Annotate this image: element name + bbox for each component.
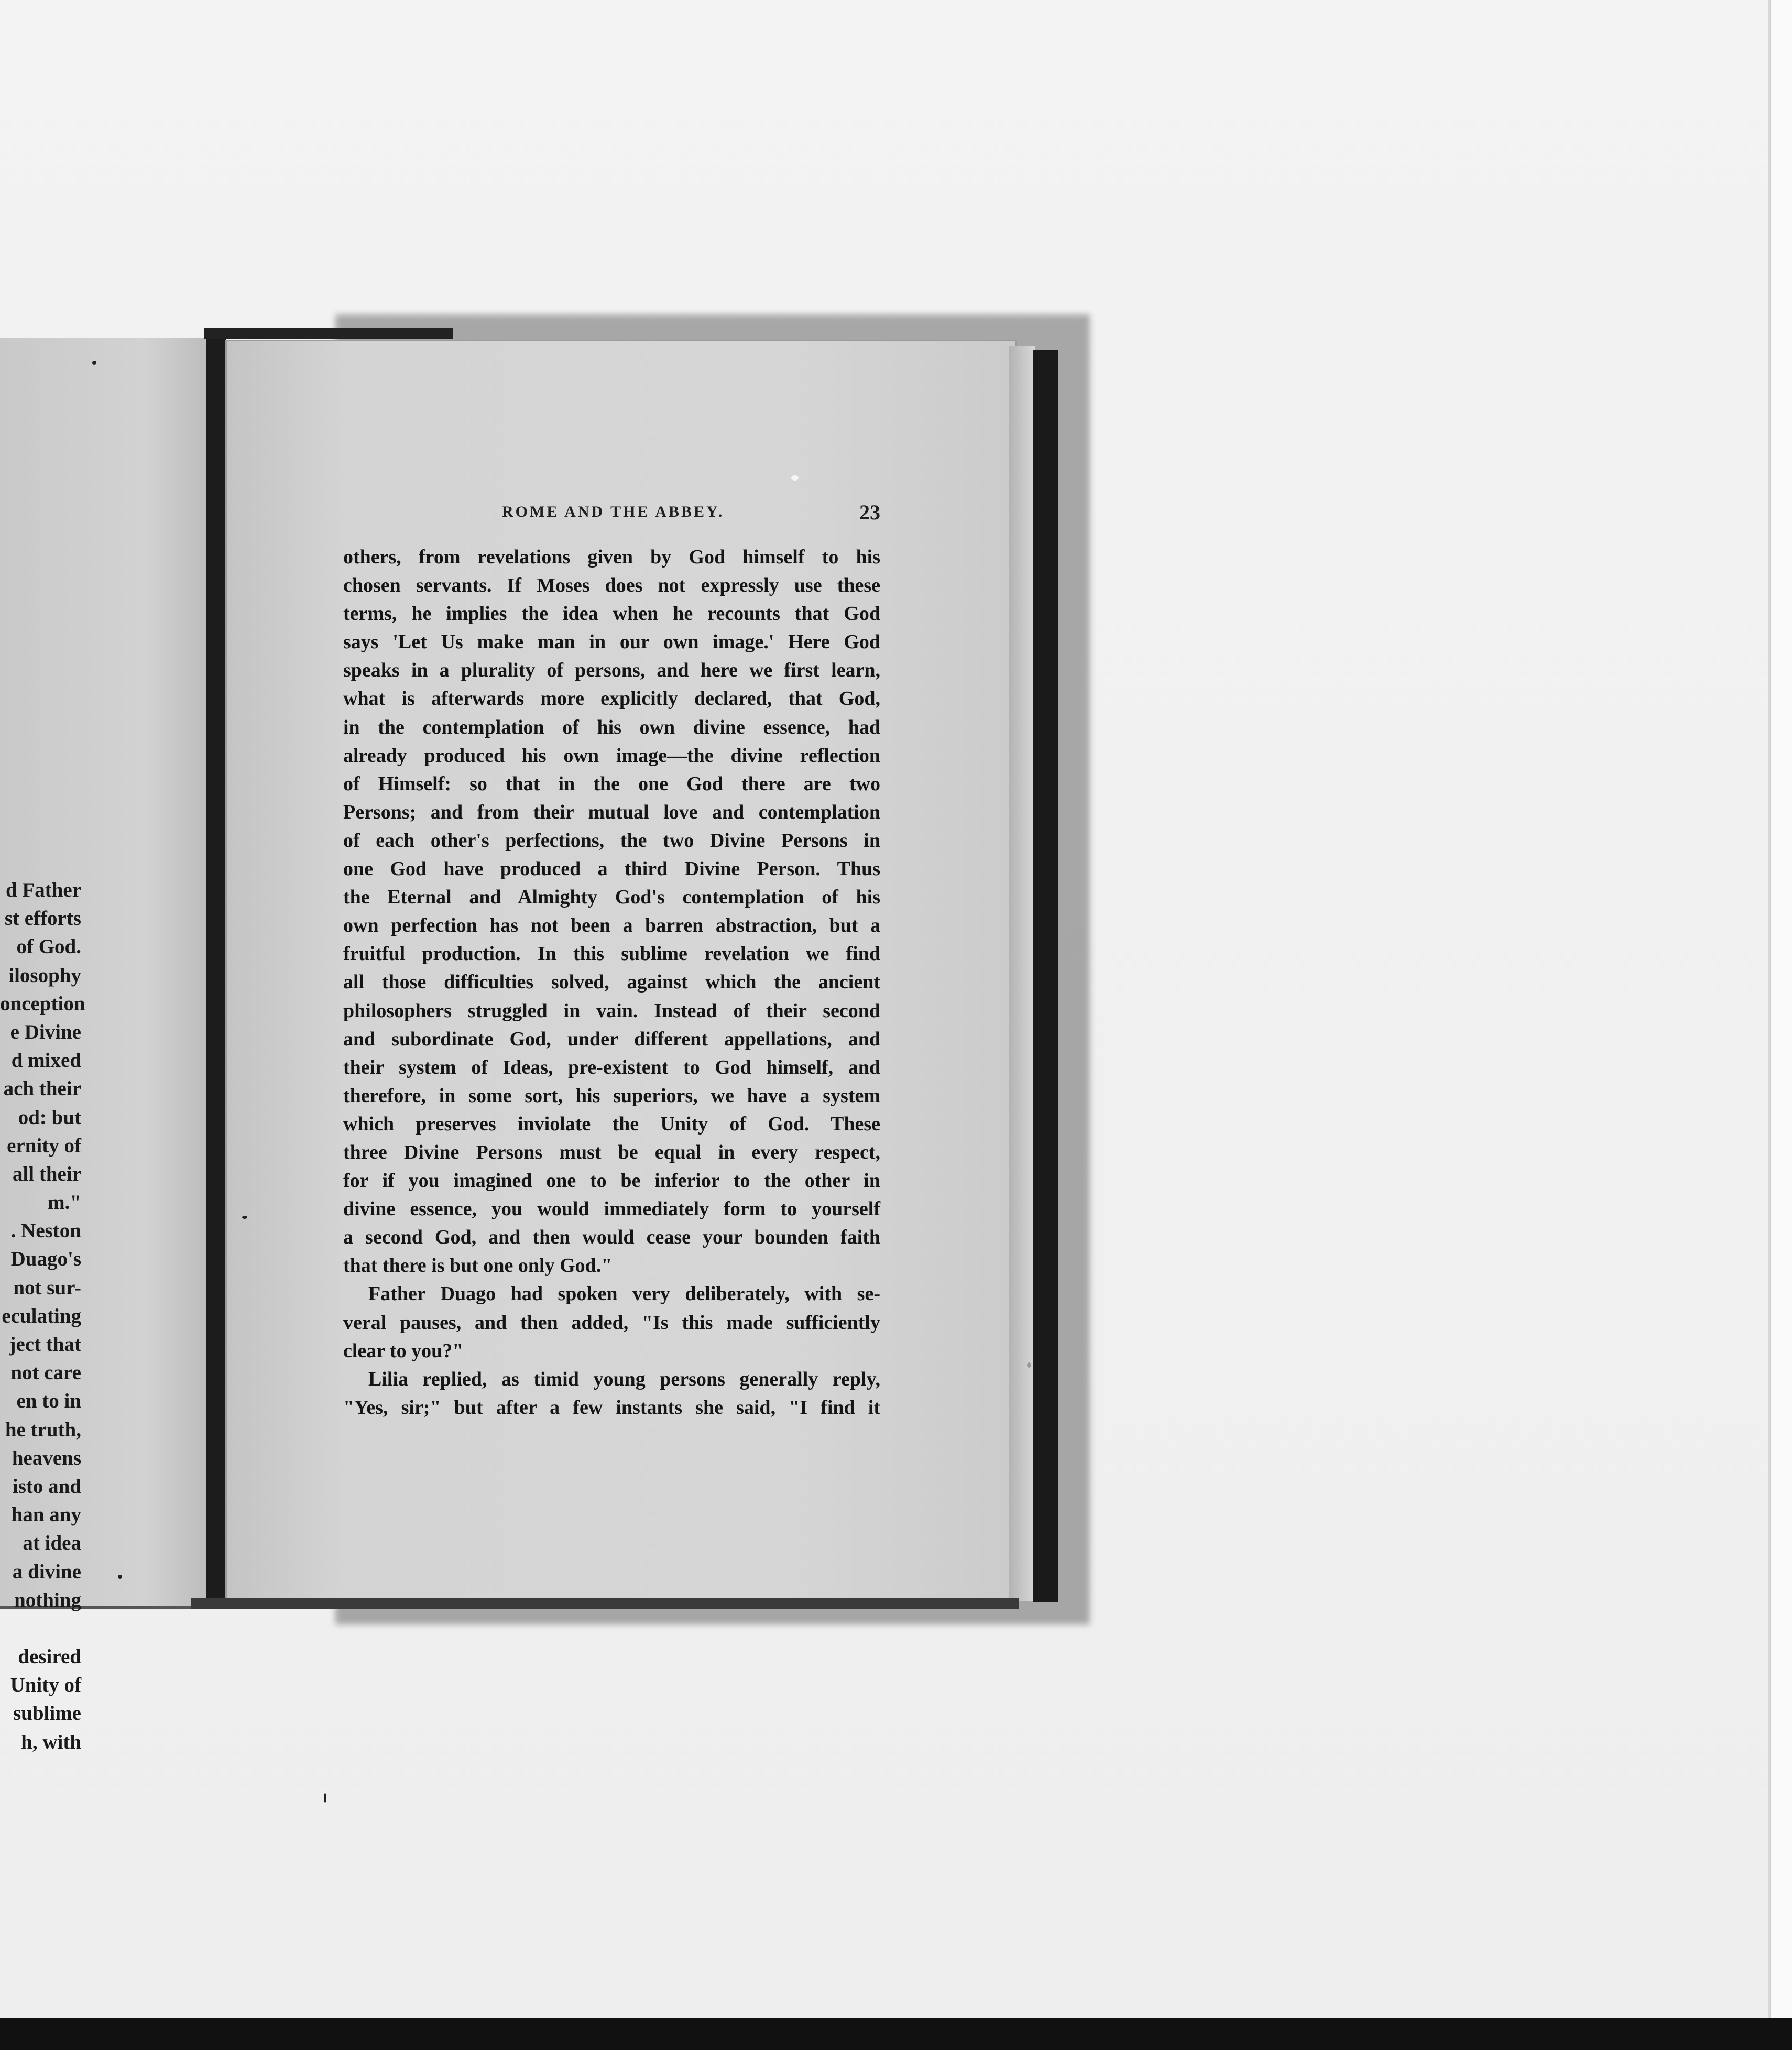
body-line: what is afterwards more explicitly declared, that God,: [343, 688, 880, 710]
left-page-line: h, with: [21, 1730, 81, 1753]
body-line: Father Duago had spoken very deliberately, with se-: [368, 1283, 880, 1305]
running-head-title: ROME AND THE ABBEY.: [502, 503, 725, 520]
body-text: [343, 543, 880, 1422]
body-line: divine essence, you would immediately form to yourself: [343, 1198, 880, 1220]
left-page-line: Unity of: [10, 1674, 81, 1697]
left-page-line: he truth,: [5, 1418, 81, 1441]
body-line: all those difficulties solved, against which the ancient: [343, 971, 880, 994]
body-line: others, from revelations given by God himself to his: [343, 546, 880, 568]
body-line: for if you imagined one to be inferior to the other in: [343, 1170, 880, 1192]
left-page-line: sublime: [13, 1702, 81, 1725]
left-page-line: of God.: [16, 935, 81, 958]
body-line: one God have produced a third Divine Person. Thus: [343, 858, 880, 880]
body-line: fruitful production. In this sublime revelation we find: [343, 943, 880, 965]
left-page-line: isto and: [12, 1475, 81, 1498]
body-line: in the contemplation of his own divine essence, had: [343, 716, 880, 738]
left-page-line: ject that: [9, 1333, 81, 1356]
body-line: "Yes, sir;" but after a few instants she said, "I find it: [343, 1396, 880, 1419]
body-line: of each other's perfections, the two Divine Persons in: [343, 829, 880, 852]
body-line: chosen servants. If Moses does not expressly use these: [343, 574, 880, 597]
left-page-line: not care: [10, 1361, 81, 1384]
left-page-line: st efforts: [4, 907, 81, 930]
body-line: own perfection has not been a barren abstraction, but a: [343, 914, 880, 937]
left-page-line: ach their: [3, 1077, 81, 1100]
left-page-line: ernity of: [7, 1134, 81, 1157]
body-line: veral pauses, and then added, "Is this made sufficiently: [343, 1311, 880, 1334]
body-line: philosophers struggled in vain. Instead of their second: [343, 999, 880, 1022]
left-page-line: e Divine: [10, 1020, 81, 1043]
left-page-text-column: [0, 876, 85, 1757]
left-page-line: nothing: [14, 1588, 81, 1611]
scan-speck: [92, 361, 96, 365]
scan-speck: [324, 1793, 326, 1803]
scan-bottom-border: [0, 2018, 1792, 2050]
body-line: terms, he implies the idea when he recounts that God: [343, 603, 880, 625]
left-page: [0, 338, 207, 1753]
left-page-line: d mixed: [11, 1049, 81, 1072]
left-page-line: Duago's: [10, 1248, 81, 1271]
left-page-line: m.": [48, 1191, 81, 1214]
left-page-line: a divine: [12, 1560, 81, 1583]
body-line: their system of Ideas, pre-existent to God himself, and: [343, 1056, 880, 1078]
book-cover-right-edge: [1033, 350, 1058, 1602]
body-line: three Divine Persons must be equal in every respect,: [343, 1141, 880, 1163]
body-line: Lilia replied, as timid young persons generally reply,: [368, 1368, 880, 1390]
body-line: speaks in a plurality of persons, and here we first learn,: [343, 659, 880, 682]
body-line: already produced his own image—the divine reflection: [343, 744, 880, 767]
left-page-line: d Father: [5, 879, 81, 901]
left-page-line: all their: [12, 1162, 81, 1185]
body-line: which preserves inviolate the Unity of God. These: [343, 1113, 880, 1135]
scan-speck: [1027, 1362, 1031, 1368]
left-page-line: at idea: [23, 1532, 81, 1555]
left-page-line: han any: [11, 1503, 81, 1526]
left-page-line: en to in: [16, 1390, 81, 1413]
book-cover-bottom-edge: [191, 1598, 1019, 1609]
left-page-line: not sur-: [13, 1276, 81, 1299]
body-line: of Himself: so that in the one God there are two: [343, 772, 880, 795]
body-line: says 'Let Us make man in our own image.' Here God: [343, 631, 880, 653]
body-line: Persons; and from their mutual love and contemplation: [343, 801, 880, 823]
left-page-line: desired: [18, 1645, 81, 1669]
body-line: clear to you?": [343, 1339, 464, 1362]
left-page-line: ilosophy: [8, 964, 81, 987]
running-head: [343, 500, 880, 524]
body-line: and subordinate God, under different appellations, and: [343, 1028, 880, 1050]
page-block-edge: [1009, 346, 1035, 1601]
body-line: a second God, and then would cease your bounden faith: [343, 1226, 880, 1249]
left-page-line: od: but: [18, 1106, 81, 1129]
scan-speck: [791, 475, 799, 481]
left-page-line: [0, 1615, 81, 1643]
scan-right-margin: [1770, 0, 1792, 2018]
left-page-line: eculating: [2, 1304, 81, 1327]
book-spine-edge: [206, 329, 226, 1608]
left-page-line: onception: [0, 992, 85, 1015]
body-line: that there is but one only God.": [343, 1255, 613, 1277]
book-cover-top-edge: [204, 328, 453, 339]
left-page-line: heavens: [12, 1446, 81, 1469]
scan-speck: [118, 1575, 122, 1579]
page-number: 23: [859, 500, 880, 524]
left-page-line: . Neston: [10, 1219, 81, 1242]
body-line: the Eternal and Almighty God's contemplation of his: [343, 886, 880, 909]
scan-speck: [242, 1216, 247, 1219]
body-line: therefore, in some sort, his superiors, we have a system: [343, 1084, 880, 1107]
